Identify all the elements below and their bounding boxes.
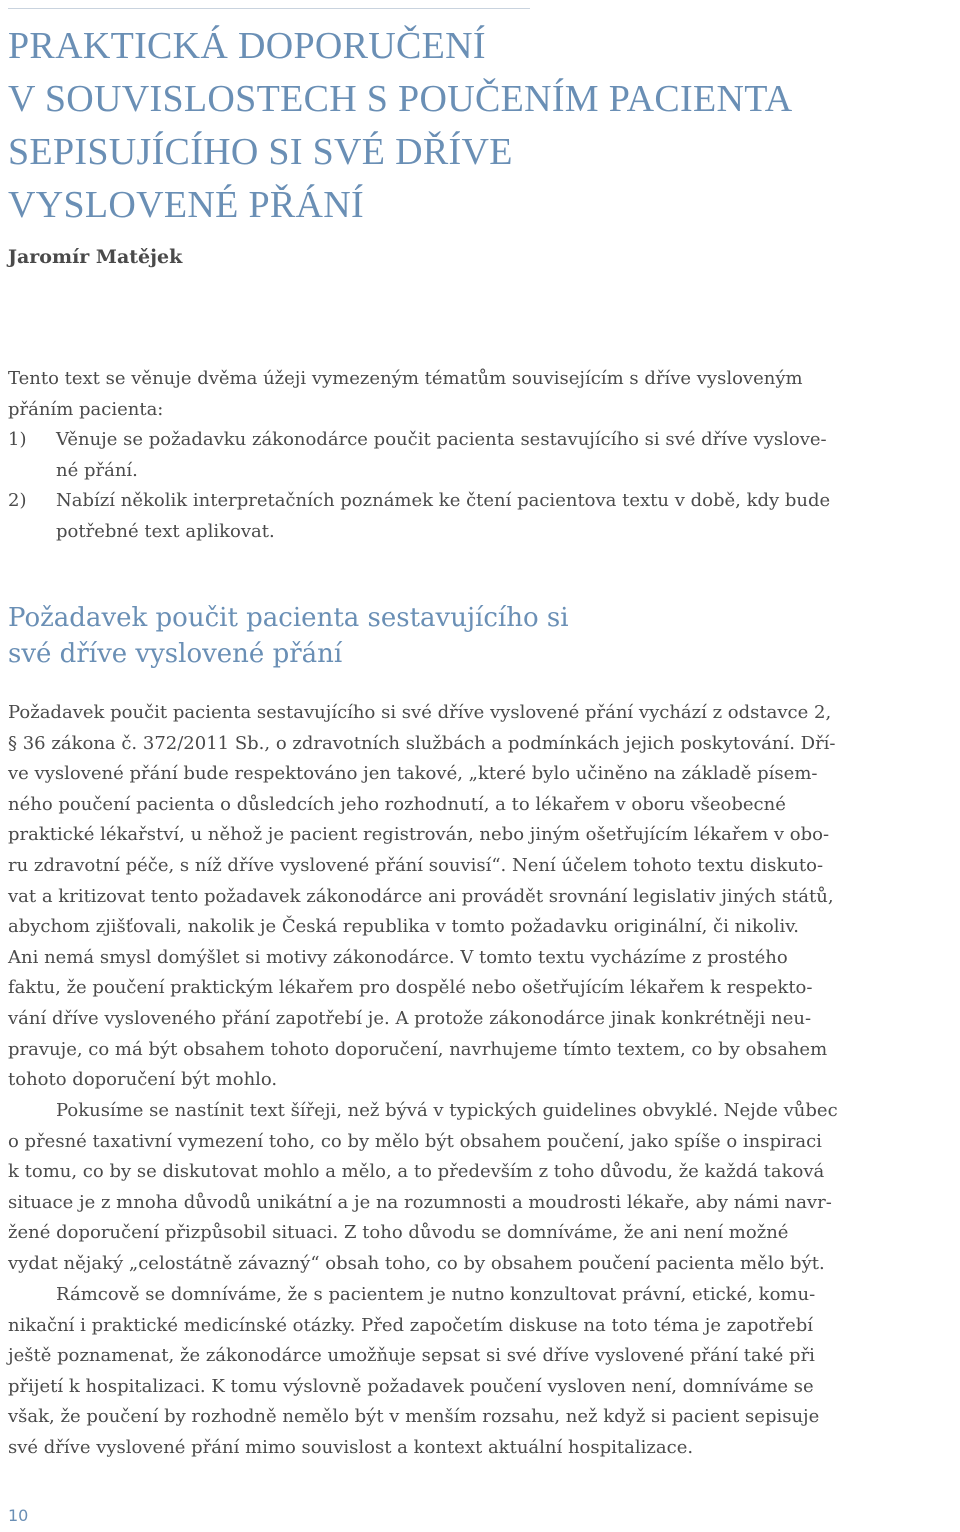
text-line: Ani nemá smysl domýšlet si motivy zákonodárce. V tomto textu vycházíme z prostého xyxy=(8,946,788,968)
list-item xyxy=(8,486,956,547)
title-line: VYSLOVENÉ PŘÁNÍ xyxy=(8,184,364,226)
text-line: ného poučení pacienta o důsledcích jeho rozhodnutí, a to lékařem v oboru všeobecné xyxy=(8,793,786,815)
text-line: Rámcově se domníváme, že s pacientem je nutno konzultovat právní, etické, komu- xyxy=(56,1284,816,1305)
intro-paragraph xyxy=(8,364,956,425)
heading-line: Požadavek poučit pacienta sestavujícího si xyxy=(8,603,569,633)
title-line: PRAKTICKÁ DOPORUČENÍ xyxy=(8,25,486,67)
text-line: vydat nějaký „celostátně závazný“ obsah toho, co by obsahem poučení pacienta mělo být. xyxy=(8,1252,825,1274)
text-line: tohoto doporučení být mohlo. xyxy=(8,1069,278,1091)
text-line: přijetí k hospitalizaci. K tomu výslovně požadavek poučení vysloven není, domníváme se xyxy=(8,1375,814,1397)
page-title xyxy=(8,20,792,232)
text-line: přáním pacienta: xyxy=(8,398,164,420)
text-line: Nabízí několik interpretačních poznámek ke čtení pacientova textu v době, kdy bude xyxy=(56,490,831,511)
list-number: 2) xyxy=(8,490,27,511)
page-number: 10 xyxy=(8,1506,29,1525)
text-line: ještě poznamenat, že zákonodárce umožňuje sepsat si své dříve vyslovené přání také při xyxy=(8,1345,815,1367)
text-line: né přání. xyxy=(56,459,138,481)
paragraph-2 xyxy=(8,1096,956,1280)
paragraph-1 xyxy=(8,698,956,1096)
text-line: abychom zjišťovali, nakolik je Česká republika v tomto požadavku originální, či nikoliv. xyxy=(8,916,799,938)
text-line: Požadavek poučit pacienta sestavujícího si své dříve vyslovené přání vychází z odstavce 2, xyxy=(8,702,832,723)
text-line: § 36 zákona č. 372/2011 Sb., o zdravotních službách a podmínkách jejich poskytování. Dří- xyxy=(8,732,836,754)
text-line: žené doporučení přizpůsobil situaci. Z toho důvodu se domníváme, že ani není možné xyxy=(8,1222,789,1244)
text-line: praktické lékařství, u něhož je pacient registrován, nebo jiným ošetřujícím lékařem v obo- xyxy=(8,824,830,846)
section-heading xyxy=(8,600,569,672)
text-line: vání dříve vysloveného přání zapotřebí je. A protože zákonodárce jinak konkrétněji neu- xyxy=(8,1007,812,1029)
text-line: Věnuje se požadavku zákonodárce poučit pacienta sestavujícího si své dříve vyslove- xyxy=(56,429,827,450)
text-line: potřebné text aplikovat. xyxy=(56,520,275,542)
text-line: k tomu, co by se diskutovat mohlo a mělo, a to především z toho důvodu, že každá taková xyxy=(8,1161,825,1183)
paragraph-3 xyxy=(8,1280,956,1464)
text-line: vat a kritizovat tento požadavek zákonodárce ani provádět srovnání legislativ jiných států, xyxy=(8,885,834,907)
title-line: V SOUVISLOSTECH S POUČENÍM PACIENTA xyxy=(8,78,793,120)
text-line: ve vyslovené přání bude respektováno jen takové, „které bylo učiněno na základě písem- xyxy=(8,763,818,785)
title-line: SEPISUJÍCÍHO SI SVÉ DŘÍVE xyxy=(8,131,513,173)
list-item xyxy=(8,425,956,486)
text-line: nikační i praktické medicínské otázky. Před započetím diskuse na toto téma je zapotřebí xyxy=(8,1314,814,1336)
author-name: Jaromír Matějek xyxy=(8,246,183,268)
list-number: 1) xyxy=(8,429,27,450)
text-line: však, že poučení by rozhodně nemělo být v menším rozsahu, než když si pacient sepisuje xyxy=(8,1406,820,1428)
top-rule xyxy=(8,8,530,9)
text-line: své dříve vyslovené přání mimo souvislost a kontext aktuální hospitalizace. xyxy=(8,1436,694,1458)
text-line: Tento text se věnuje dvěma úžeji vymezeným tématům souvisejícím s dříve vysloveným xyxy=(8,368,803,389)
text-line: pravuje, co má být obsahem tohoto doporučení, navrhujeme tímto textem, co by obsahem xyxy=(8,1038,828,1060)
text-line: situace je z mnoha důvodů unikátní a je na rozumnosti a moudrosti lékaře, aby námi navr- xyxy=(8,1191,832,1213)
text-line: faktu, že poučení praktickým lékařem pro dospělé nebo ošetřujícím lékařem k respekto- xyxy=(8,977,813,999)
text-line: Pokusíme se nastínit text šířeji, než bývá v typických guidelines obvyklé. Nejde vůbec xyxy=(56,1100,838,1121)
heading-line: své dříve vyslovené přání xyxy=(8,639,343,669)
text-line: o přesné taxativní vymezení toho, co by mělo být obsahem poučení, jako spíše o inspiraci xyxy=(8,1130,822,1152)
text-line: ru zdravotní péče, s níž dříve vyslovené přání souvisí“. Není účelem tohoto textu diskuto- xyxy=(8,854,824,876)
